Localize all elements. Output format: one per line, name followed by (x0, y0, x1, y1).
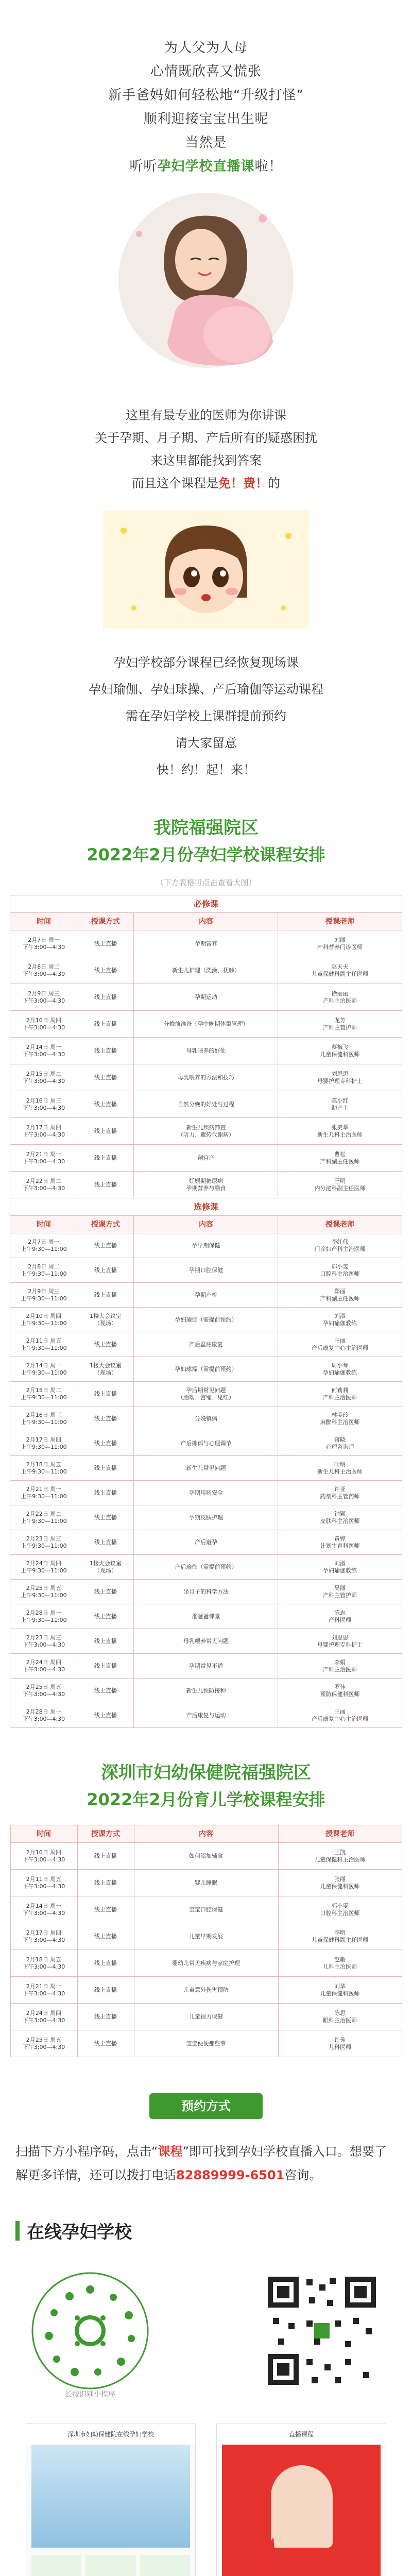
phone-title: 直播课程 (217, 2424, 386, 2445)
table-row (10, 1923, 402, 1950)
hospital-title: 我院福强院区 (153, 818, 259, 838)
table-cell: 产后抑郁与心理调节 (134, 1431, 278, 1456)
table-cell: 2月28日 周一 下午3:00—4:30 (10, 1703, 77, 1728)
table-cell: 蔡梅飞 儿童保健科医师 (278, 1038, 402, 1064)
table-cell: 2月22日 周二 下午3:00—4:30 (10, 1172, 77, 1198)
text-line: 快！约！起！来！ (157, 762, 255, 777)
table-cell: 线上直播 (77, 2030, 134, 2057)
mini-program-code[interactable] (31, 2272, 149, 2399)
table-row (10, 1604, 402, 1629)
table-cell: 线上直播 (77, 1091, 134, 1118)
table-cell: 线上直播 (77, 1456, 134, 1481)
table-cell: 孕期皮肤护理 (134, 1505, 278, 1530)
table-cell: 孕早期保健 (134, 1233, 278, 1258)
table-cell: 2月14日 周一 下午3:00—4:30 (10, 1038, 77, 1064)
table-cell: 线上直播 (77, 1481, 134, 1505)
table-cell: 2月10日 周四 下午3:00—4:30 (10, 1843, 77, 1870)
table-cell: 2月15日 周二 上午9:30—11:00 (10, 1382, 77, 1406)
table-cell: 2月25日 周五 下午3:00—4:30 (10, 1679, 77, 1703)
table-cell: 线上直播 (77, 1011, 134, 1038)
table-cell: 自然分娩的好处与过程 (134, 1091, 278, 1118)
table-cell: 线上直播 (77, 1629, 134, 1654)
table-row (10, 1431, 402, 1456)
text-line: 关于孕期、月子期、产后所有的疑惑困扰 (95, 431, 317, 445)
category-label: 必修课 (10, 895, 402, 913)
table-header-row (10, 1216, 402, 1233)
booking-method-text: 扫描下方小程序码，点击“课程”即可找到孕妇学校直播入口。想要了解更多详情，还可以拨打电话82889999-6501咨询。 (15, 2144, 387, 2182)
intro-line: 顺利迎接宝宝出生呢 (143, 111, 269, 127)
column-header: 内容 (134, 913, 278, 930)
table-row (10, 1456, 402, 1481)
table-cell: 线上直播 (77, 1258, 134, 1283)
table-cell: 刘淑 孕妇瑜伽教练 (278, 1555, 402, 1580)
table-cell: 线上直播 (77, 1431, 134, 1456)
table-row (10, 1555, 402, 1580)
table-cell: 如何添加辅食 (134, 1843, 278, 1870)
table-cell: 许芳 儿科医师 (278, 2030, 402, 2057)
table-header-row (10, 913, 402, 930)
table-cell: 产后瑜伽（需提前预约） (134, 1555, 278, 1580)
table-cell: 刘华 儿童保健科医师 (278, 1977, 402, 2004)
schedule-title: 2022年2月份孕妇学校课程安排 (87, 845, 325, 865)
hospital-title: 深圳市妇幼保健院福强院区 (101, 1762, 311, 1783)
table-cell: 坐月子的科学方法 (134, 1580, 278, 1604)
table-cell: 2月8日 周二 下午3:00—4:30 (10, 957, 77, 984)
table-row (10, 1406, 402, 1431)
column-header: 内容 (134, 1825, 278, 1843)
phone-screenshots (0, 2424, 412, 2576)
table-cell: 1楼大会议室 （现场） (77, 1308, 134, 1332)
table-row (10, 1038, 402, 1064)
table-row (10, 1870, 402, 1896)
column-header: 授课方式 (77, 1216, 134, 1233)
table-cell: 线上直播 (77, 1283, 134, 1308)
table-cell: 产后盆底康复 (134, 1332, 278, 1357)
table-row (10, 1629, 402, 1654)
table-cell: 2月18日 周五 上午9:30—11:00 (10, 1456, 77, 1481)
table-row (10, 1580, 402, 1604)
table-cell: 何莉莉 产科主治医师 (278, 1382, 402, 1406)
table-cell: 孕期用药安全 (134, 1481, 278, 1505)
table-cell: 1楼大会议室 （现场） (77, 1357, 134, 1382)
table-cell: 曹松 产科副主任医师 (278, 1145, 402, 1172)
table-cell: 2月25日 周五 上午9:30—11:00 (10, 1580, 77, 1604)
table-cell: 线上直播 (77, 1950, 134, 1977)
table-cell: 陈小红 助产士 (278, 1091, 402, 1118)
intro-line: 当然是 (185, 135, 227, 150)
table-cell: 刘思思 母婴护理专科护士 (278, 1064, 402, 1091)
table-row (10, 1332, 402, 1357)
table-cell: 2月10日 周四 上午9:30—11:00 (10, 1308, 77, 1332)
table-row (10, 1091, 402, 1118)
table-cell: 线上直播 (77, 1530, 134, 1555)
table-cell: 孕期运动 (134, 984, 278, 1011)
table-cell: 2月14日 周一 下午3:00—4:30 (10, 1896, 77, 1923)
schedule-title: 2022年2月份育儿学校课程安排 (87, 1790, 325, 1809)
text-line: 孕妇瑜伽、孕妇球操、产后瑜伽等运动课程 (89, 682, 323, 697)
table-cell: 王明 内分泌科副主任医师 (278, 1172, 402, 1198)
table-cell: 2月24日 周四 下午3:00—4:30 (10, 1654, 77, 1679)
table-cell: 2月23日 周三 上午9:30—11:00 (10, 1530, 77, 1555)
table-cell: 母乳喂养常见问题 (134, 1629, 278, 1654)
table-cell: 线上直播 (77, 1580, 134, 1604)
table-cell: 张丽 儿童保健科医师 (278, 1870, 402, 1896)
schedule-section-2 (0, 1759, 412, 2057)
online-school-header (0, 2187, 412, 2253)
table-cell: 产后康复与运动 (134, 1703, 278, 1728)
table-cell: 新生儿常见问题 (134, 1456, 278, 1481)
table-cell: 线上直播 (77, 1406, 134, 1431)
table-cell: 儿童意外伤害预防 (134, 1977, 278, 2004)
course-keyword: 课程 (158, 2144, 183, 2159)
table-row (10, 930, 402, 957)
table-cell: 王凯 儿童保健科主治医师 (278, 1843, 402, 1870)
column-header: 授课方式 (77, 913, 134, 930)
table-row (10, 1283, 402, 1308)
table-cell: 李娟 产科主治医师 (278, 1654, 402, 1679)
table-cell: 罗佳 预防保健科医师 (278, 1679, 402, 1703)
table-cell: 许亚 药剂科主管药师 (278, 1481, 402, 1505)
column-header: 授课老师 (278, 1216, 402, 1233)
intro-line: 为人父为人母 (164, 40, 248, 56)
schedule-table-2[interactable] (10, 1825, 402, 2057)
table-cell: 线上直播 (77, 1843, 134, 1870)
table-cell: 分娩镇痛 (134, 1406, 278, 1431)
table-cell: 2月24日 周四 上午9:30—11:00 (10, 1555, 77, 1580)
table-cell: 儿童视力保健 (134, 2004, 278, 2030)
table-row (10, 1896, 402, 1923)
table-cell: 2月11日 周五 上午9:30—11:00 (10, 1332, 77, 1357)
table-cell: 2月14日 周一 上午9:30—11:00 (10, 1357, 77, 1382)
table-cell: 黄婷 计划生育科医师 (278, 1530, 402, 1555)
table-row (10, 1118, 402, 1145)
table-cell: 线上直播 (77, 1703, 134, 1728)
table-cell: 线上直播 (77, 1118, 134, 1145)
table-cell: 2月18日 周五 下午3:00—4:30 (10, 1950, 77, 1977)
table-cell: 2月9日 周三 下午3:00—4:30 (10, 984, 77, 1011)
table-cell: 线上直播 (77, 1332, 134, 1357)
table-cell: 新生儿预防接种 (134, 1679, 278, 1703)
table-row (10, 2030, 402, 2057)
free-highlight: 免！费！ (218, 476, 268, 490)
table-cell: 线上直播 (77, 1505, 134, 1530)
teachers-section (0, 404, 412, 495)
table-cell: 刘思思 母婴护理专科护士 (278, 1629, 402, 1654)
table-cell: 分娩前准备（孕中晚期体重管理） (134, 1011, 278, 1038)
table-row (10, 1145, 402, 1172)
table-row (10, 1233, 402, 1258)
table-cell: 2月17日 周四 下午3:00—4:30 (10, 1923, 77, 1950)
intro-line: 心情既欣喜又慌张 (150, 64, 262, 79)
table-cell: 2月7日 周一 上午9:30—11:00 (10, 1233, 77, 1258)
column-header: 内容 (134, 1216, 278, 1233)
table-cell: 赵天天 儿童保健科副主任医师 (278, 957, 402, 984)
table-row (10, 1654, 402, 1679)
text-line: 孕妇学校部分课程已经恢复现场课 (113, 655, 299, 670)
accent-bar (15, 2221, 20, 2241)
booking-method-ribbon: 预约方式 (149, 2093, 263, 2119)
table-cell: 线上直播 (77, 2004, 134, 2030)
table-cell: 2月17日 周四 下午3:00—4:30 (10, 1118, 77, 1145)
table-row (10, 1308, 402, 1332)
intro-line-highlight: 听听孕妇学校直播课啦！ (129, 159, 283, 174)
intro-section (0, 0, 412, 178)
phone-title: 深圳市妇幼保健院在线孕妇学校 (26, 2424, 195, 2445)
table-cell: 2月23日 周三 下午3:00—4:30 (10, 1629, 77, 1654)
category-row (10, 1198, 402, 1216)
table-cell: 线上直播 (77, 1604, 134, 1629)
table-row (10, 1679, 402, 1703)
table-cell: 儿童早期发展 (134, 1923, 278, 1950)
table-cell: 线上直播 (77, 1896, 134, 1923)
table-cell: 2月11日 周五 下午3:00—4:30 (10, 1870, 77, 1896)
table-cell: 妊娠期糖尿病 孕期营养与膳食 (134, 1172, 278, 1198)
table-cell: 线上直播 (77, 1382, 134, 1406)
table-cell: 线上直播 (77, 930, 134, 957)
table-row (10, 984, 402, 1011)
table-cell: 郭小雯 口腔科主治医师 (278, 1896, 402, 1923)
table-cell: 2月22日 周二 上午9:30—11:00 (10, 1505, 77, 1530)
table-cell: 郑丽 产科副主任医师 (278, 1283, 402, 1308)
table-row (10, 1843, 402, 1870)
table-cell: 张美华 新生儿科主治医师 (278, 1118, 402, 1145)
table-cell: 线上直播 (77, 1654, 134, 1679)
table-cell: 2月21日 周一 上午9:30—11:00 (10, 1481, 77, 1505)
table-cell: 线上直播 (77, 1064, 134, 1091)
table-cell: 2月7日 周一 下午3:00—4:30 (10, 930, 77, 957)
table-cell: 2月25日 周五 下午3:00—4:30 (10, 2030, 77, 2057)
table-note: （下方表格可点击查看大图） (156, 878, 256, 887)
onsite-section (0, 649, 412, 783)
schedule-table-1[interactable] (10, 895, 402, 1728)
table-cell: 线上直播 (77, 1233, 134, 1258)
table-cell: 2月21日 周一 下午3:00—4:30 (10, 1145, 77, 1172)
table-cell: 孕妇瑜伽（需提前预约） (134, 1308, 278, 1332)
table-cell: 吴丽 产科主管护师 (278, 1580, 402, 1604)
table-cell: 2月16日 周三 上午9:30—11:00 (10, 1406, 77, 1431)
mini-program-row (0, 2253, 412, 2408)
table-cell: 2月24日 周四 下午3:00—4:30 (10, 2004, 77, 2030)
free-line: 而且这个课程是免！费！的 (132, 476, 280, 490)
table-row (10, 957, 402, 984)
table-cell: 线上直播 (77, 1145, 134, 1172)
table-cell: 线上直播 (77, 1977, 134, 2004)
table-cell: 婴儿睡眠 (134, 1870, 278, 1896)
table-cell: 2月9日 周三 上午9:30—11:00 (10, 1283, 77, 1308)
table-cell: 新生儿疾病筛查 （听力、遗传代谢病） (134, 1118, 278, 1145)
table-row (10, 2004, 402, 2030)
table-cell: 线上直播 (77, 1038, 134, 1064)
table-cell: 刘丽 产科营养门诊医师 (278, 930, 402, 957)
table-cell: 产后避孕 (134, 1530, 278, 1555)
table-cell: 钟颖 皮肤科主治医师 (278, 1505, 402, 1530)
table-cell: 母乳喂养的好处 (134, 1038, 278, 1064)
table-cell: 宝宝便便那些事 (134, 2030, 278, 2057)
schedule-section-1 (0, 814, 412, 1728)
table-cell: 赵敏 儿科主治医师 (278, 1950, 402, 1977)
hospital-banner-image (31, 2445, 190, 2548)
text-line: 这里有最专业的医师为你讲课 (126, 408, 286, 422)
column-header: 时间 (10, 1216, 77, 1233)
table-row (10, 1172, 402, 1198)
live-class-highlight: 孕妇学校直播课 (157, 159, 255, 174)
table-cell: 线上直播 (77, 1870, 134, 1896)
category-label: 选修课 (10, 1198, 402, 1216)
text-line: 请大家留意 (175, 736, 237, 750)
table-row (10, 1357, 402, 1382)
table-cell: 线上直播 (77, 984, 134, 1011)
table-cell: 2月15日 周二 下午3:00—4:30 (10, 1064, 77, 1091)
table-cell: 宝宝口腔保健 (134, 1896, 278, 1923)
text-line: 需在孕妇学校上课群提前预约 (126, 709, 286, 723)
phone-screenshot-right (216, 2424, 386, 2576)
table-cell: 2月17日 周四 上午9:30—11:00 (10, 1431, 77, 1456)
table-row (10, 1258, 402, 1283)
table-cell: 周小琴 孕妇瑜伽教练 (278, 1357, 402, 1382)
table-cell: 郭小雯 口腔科主治医师 (278, 1258, 402, 1283)
table-cell: 徐丽丽 产科主治医师 (278, 984, 402, 1011)
qr-code[interactable] (263, 2272, 381, 2390)
table-cell: 孕后期常见问题 （胎动、宫缩、见红） (134, 1382, 278, 1406)
table-cell: 陈志 产科医师 (278, 1604, 402, 1629)
qr-caption: 长按识别小程序 (65, 2391, 115, 2399)
column-header: 时间 (10, 913, 77, 930)
cartoon-face-illustration (103, 510, 309, 629)
pregnant-woman-illustration (108, 188, 304, 373)
text-line: 来这里都能找到答案 (150, 453, 262, 468)
table-cell: 蒋晓 心理咨询师 (278, 1431, 402, 1456)
table-cell: 线上直播 (77, 1923, 134, 1950)
table-cell: 王丽 产后康复中心主治医师 (278, 1703, 402, 1728)
table-row (10, 1481, 402, 1505)
column-header: 时间 (10, 1825, 77, 1843)
table-cell: 龙芳 产科主管护师 (278, 1011, 402, 1038)
table-cell: 婴幼儿常见疾病与家庭护理 (134, 1950, 278, 1977)
table-cell: 1楼大会议室 （现场） (77, 1555, 134, 1580)
table-cell: 孕期口腔保健 (134, 1258, 278, 1283)
table-header-row (10, 1825, 402, 1843)
table-row (10, 1977, 402, 2004)
table-cell: 孕期常见不适 (134, 1654, 278, 1679)
table-cell: 王丽 产后康复中心主治医师 (278, 1332, 402, 1357)
table-row (10, 1382, 402, 1406)
category-row (10, 895, 402, 913)
table-cell: 孕妇球操（需提前预约） (134, 1357, 278, 1382)
table-cell: 叶明 新生儿科主治医师 (278, 1456, 402, 1481)
table-cell: 孕期产检 (134, 1283, 278, 1308)
table-cell: 线上直播 (77, 957, 134, 984)
table-cell: 2月10日 周四 下午3:00—4:30 (10, 1011, 77, 1038)
phone-screenshot-left (26, 2424, 196, 2576)
table-row (10, 1064, 402, 1091)
table-cell: 孕期营养 (134, 930, 278, 957)
table-cell: 2月21日 周一 下午3:00—4:30 (10, 1977, 77, 2004)
table-cell: 李红伟 门诊妇产科主治医师 (278, 1233, 402, 1258)
online-school-title: 在线孕妇学校 (27, 2222, 132, 2243)
table-cell: 2月28日 周一 上午9:30—11:00 (10, 1604, 77, 1629)
table-cell: 准爸爸课堂 (134, 1604, 278, 1629)
table-cell: 李明 儿童保健科副主任医师 (278, 1923, 402, 1950)
table-cell: 陈思 眼科主治医师 (278, 2004, 402, 2030)
table-cell: 线上直播 (77, 1172, 134, 1198)
table-cell: 刘淑 孕妇瑜伽教练 (278, 1308, 402, 1332)
table-row (10, 1703, 402, 1728)
table-row (10, 1950, 402, 1977)
intro-line: 新手爸妈如何轻松地“升级打怪” (108, 88, 304, 103)
column-header: 授课方式 (77, 1825, 134, 1843)
table-cell: 林美玲 麻醉科主治医师 (278, 1406, 402, 1431)
phone-number[interactable]: 82889999-6501 (176, 2168, 285, 2182)
column-header: 授课老师 (278, 1825, 402, 1843)
table-cell: 线上直播 (77, 1679, 134, 1703)
column-header: 授课老师 (278, 913, 402, 930)
table-row (10, 1530, 402, 1555)
table-row (10, 1505, 402, 1530)
table-row (10, 1011, 402, 1038)
table-cell: 新生儿护理（洗澡、抚触） (134, 957, 278, 984)
table-cell: 母乳喂养的方法和技巧 (134, 1064, 278, 1091)
table-cell: 2月8日 周二 上午9:30—11:00 (10, 1258, 77, 1283)
table-cell: 2月16日 周三 下午3:00—4:30 (10, 1091, 77, 1118)
table-cell: 剖宫产 (134, 1145, 278, 1172)
